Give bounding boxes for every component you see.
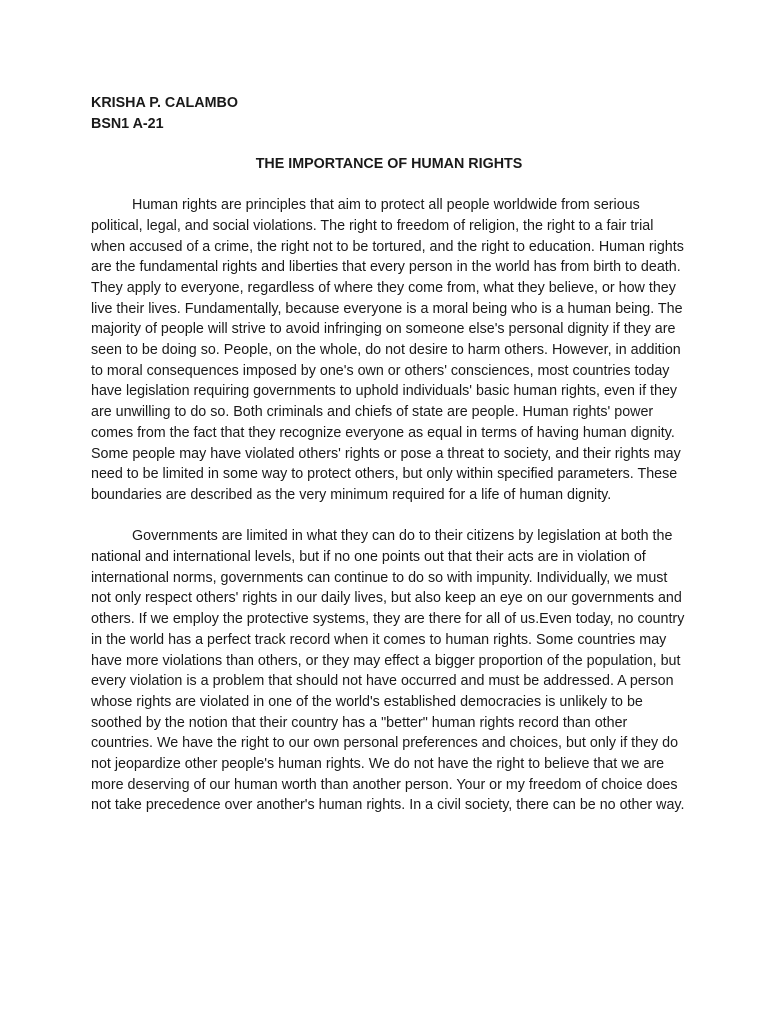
- author-section: BSN1 A-21: [91, 115, 164, 132]
- paragraph-2: Governments are limited in what they can do to their citizens by legislation at both the national and international levels, but if no one points out that their acts are in violation of international norms, governments can continue to do so with impunity. Individually, we must not only respect others' rights in our daily lives, but also keep an eye on our governments and others. If we employ the protective systems, they are there for all of us.Even today, no country in the world has a perfect track record when it comes to human rights. Some countries may have more violations than others, or they may effect a bigger proportion of the population, but every violation is a problem that should not have occurred and must be addressed. A person whose rights are violated in one of the world's established democracies is unlikely to be soothed by the notion that their country has a "better" human rights record than other countries. We have the right to our own personal preferences and choices, but only if they do not jeopardize other people's human rights. We do not have the right to believe that we are more deserving of our human worth than another person. Your or my freedom of choice does not take precedence over another's human rights. In a civil society, there can be no other way.: [91, 528, 685, 814]
- document-body: [91, 93, 687, 816]
- paragraph-1: Human rights are principles that aim to protect all people worldwide from serious political, legal, and social violations. The right to freedom of religion, the right to a fair trial when accused of a crime, the right not to be tortured, and the right to education. Human rights are the fundamental rights and liberties that every person in the world has from birth to death. They apply to everyone, regardless of where they come from, what they believe, or how they live their lives. Fundamentally, because everyone is a moral being who is a human being. The majority of people will strive to avoid infringing on someone else's personal dignity if they are seen to be doing so. People, on the whole, do not desire to harm others. However, in addition to moral consequences imposed by one's own or others' consciences, most countries today have legislation requiring governments to uphold individuals' basic human rights, even if they are unwilling to do so. Both criminals and chiefs of state are people. Human rights' power comes from the fact that they recognize everyone as equal in terms of having human dignity. Some people may have violated others' rights or pose a threat to society, and their rights may need to be limited in some way to protect others, but only within specified parameters. These boundaries are described as the very minimum required for a life of human dignity.: [91, 197, 684, 503]
- author-name: KRISHA P. CALAMBO: [91, 95, 238, 111]
- document-title: THE IMPORTANCE OF HUMAN RIGHTS: [255, 156, 523, 173]
